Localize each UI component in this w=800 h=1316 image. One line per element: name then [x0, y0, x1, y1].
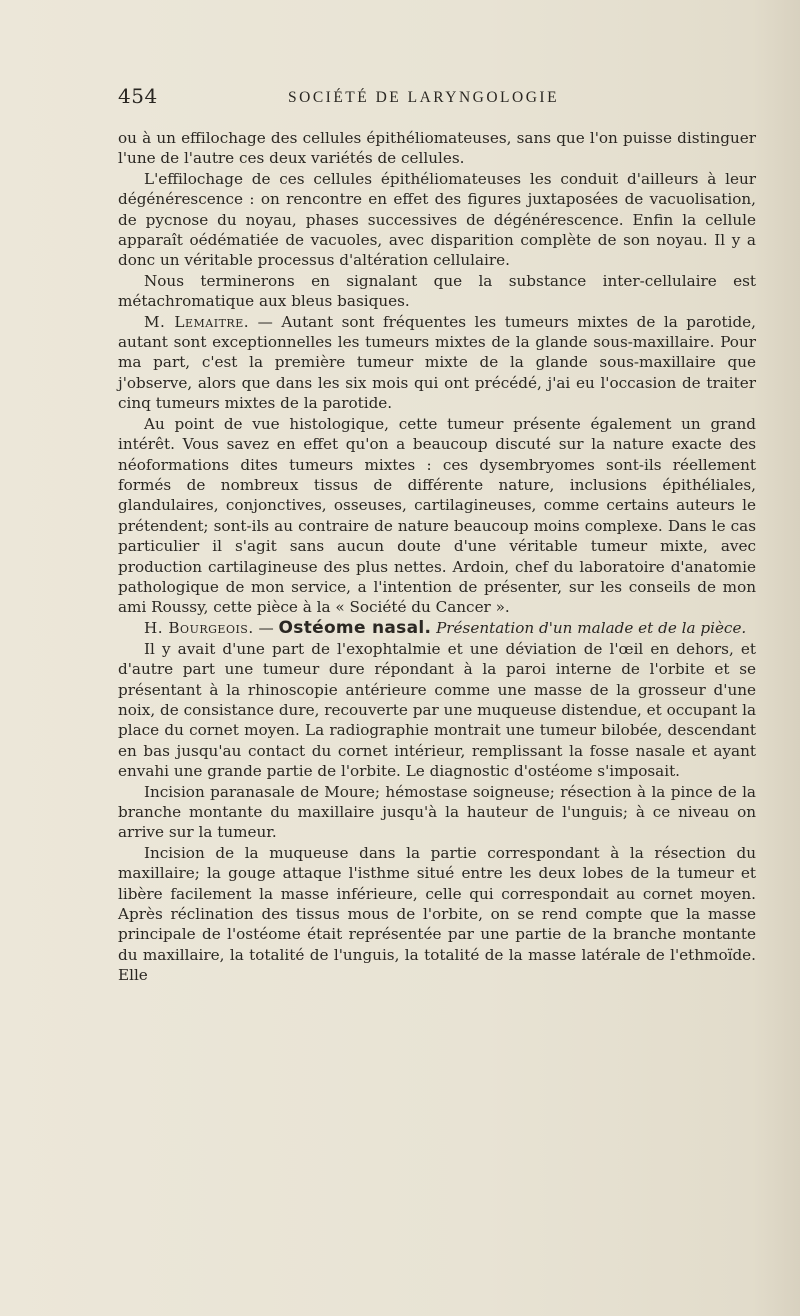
- page-body: [118, 128, 756, 986]
- paragraph: Incision de la muqueuse dans la partie correspondant à la résection du maxillaire; la gouge attaque l'isthme situé entre les deux lobes de la tumeur et libère facilement la masse inférieure, celle qui correspondait au cornet moyen. Après réclination des tissus mous de l'orbite, on se rend compte que la masse principale de l'ostéome était représentée par une partie de la branche montante du maxillaire, la totalité de l'unguis, la totalité de la masse latérale de l'ethmoïde. Elle: [118, 843, 756, 985]
- paragraph: Il y avait d'une part de l'exophtalmie et une déviation de l'œil en dehors, et d'autre part une tumeur dure répondant à la paroi interne de l'orbite et se présentant à la rhinoscopie antérieure comme une masse de la grosseur d'une noix, de consistance dure, recouverte par une muqueuse distendue, et occupant la place du cornet moyen. La radiographie montrait une tumeur bilobée, descendant en bas jusqu'au contact du cornet intérieur, remplissant la fosse nasale et ayant envahi une grande partie de l'orbite. Le diagnostic d'ostéome s'imposait.: [118, 639, 756, 781]
- paragraph: L'effilochage de ces cellules épithéliomateuses les conduit d'ailleurs à leur dégénérescence : on rencontre en effet des figures juxtaposées de vacuolisation, de pycnose du noyau, phases successives de dégénérescence. Enfin la cellule apparaît oédématiée de vacuoles, avec disparition complète de son noyau. Il y a donc un véritable processus d'altération cellulaire.: [118, 169, 756, 270]
- section-subtitle: Présentation d'un malade et de la pièce.: [431, 618, 747, 637]
- section-title: Ostéome nasal.: [278, 617, 432, 638]
- section-author: H. Bourgeois.: [144, 618, 254, 637]
- paragraph: Incision paranasale de Moure; hémostase soigneuse; résection à la pince de la branche montante du maxillaire jusqu'à la hauteur de l'unguis; à ce niveau on arrive sur la tumeur.: [118, 782, 756, 842]
- paragraph: Au point de vue histologique, cette tumeur présente également un grand intérêt. Vous savez en effet qu'on a beaucoup discuté sur la nature exacte des néoformations dites tumeurs mixtes : ces dysembryomes sont-ils réellement formés de nombreux tissus de différente nature, inclusions épithéliales, glandulaires, conjonctives, osseuses, cartilagineuses, comme certains auteurs le prétendent; sont-ils au contraire de nature beaucoup moins complexe. Dans le cas particulier il s'agit sans aucun doute d'une véritable tumeur mixte, avec production cartilagineuse des plus nettes. Ardoin, chef du laboratoire d'anatomie pathologique de mon service, a l'intention de présenter, sur les conseils de mon ami Roussy, cette pièce à la « Société du Cancer ».: [118, 414, 756, 617]
- speaker-name: M. Lemaitre.: [144, 312, 250, 331]
- paragraph-text: — Autant sont fréquentes les tumeurs mixtes de la parotide, autant sont exceptionnelles les tumeurs mixtes de la glande sous-maxillaire. Pour ma part, c'est la première tumeur mixte de la glande sous-maxillaire que j'observe, alors que dans les six mois qui ont précédé, j'ai eu l'occasion de traiter cinq tumeurs mixtes de la parotide.: [118, 312, 756, 413]
- paragraph-lemaitre: [118, 312, 756, 414]
- paragraph: Nous terminerons en signalant que la substance inter-cellulaire est métachromatique aux bleus basiques.: [118, 271, 756, 311]
- running-title: SOCIÉTÉ DE LARYNGOLOGIE: [288, 89, 560, 106]
- section-heading: [118, 618, 756, 639]
- section-dash: —: [253, 618, 279, 637]
- page-header: [118, 84, 758, 114]
- paragraph: ou à un effilochage des cellules épithéliomateuses, sans que l'on puisse distinguer l'une de l'autre ces deux variétés de cellules.: [118, 129, 756, 168]
- page-number: 454: [118, 84, 158, 108]
